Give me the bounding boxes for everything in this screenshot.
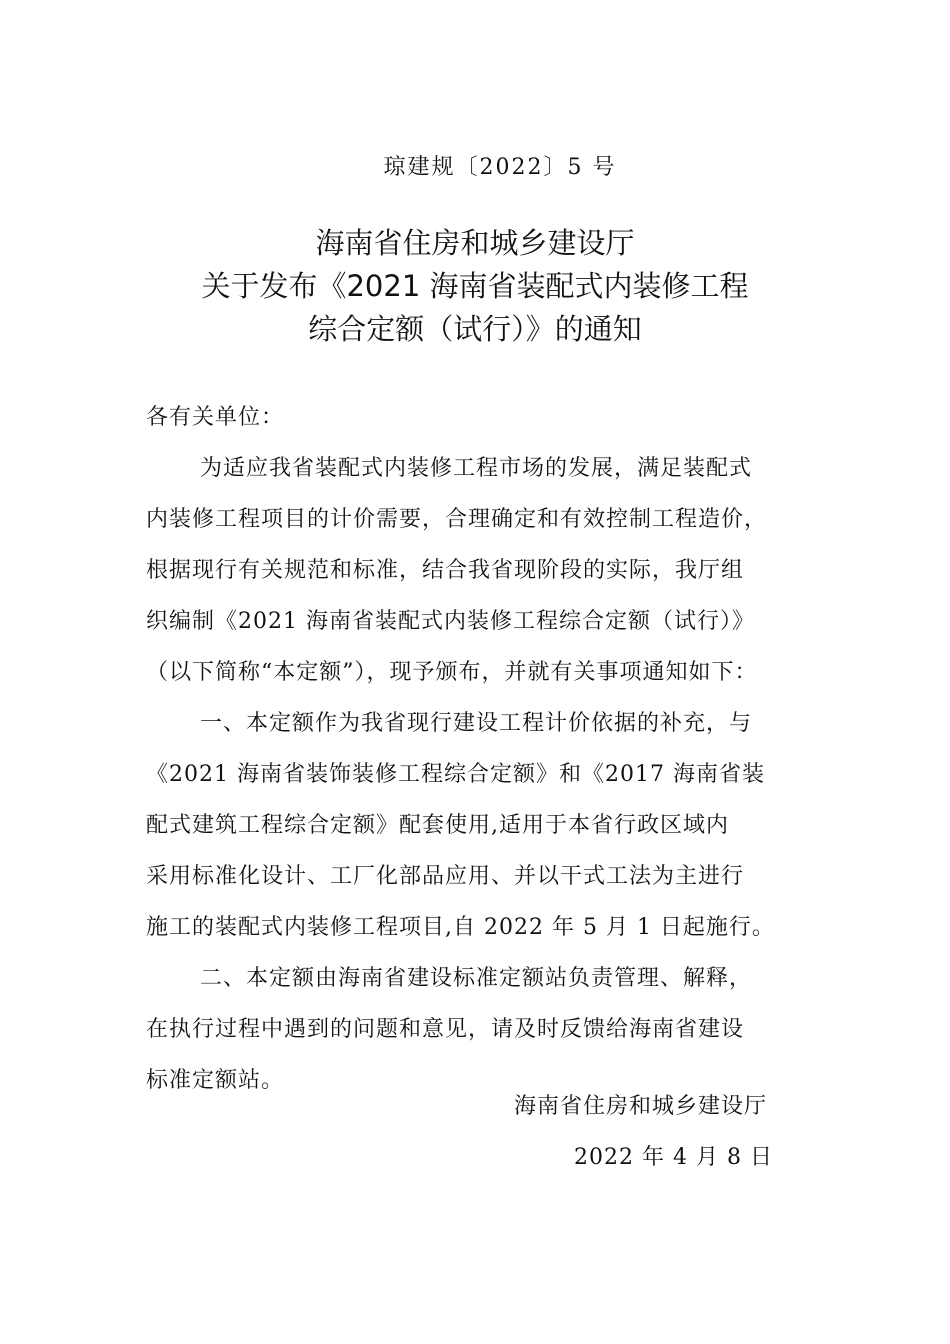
paragraph-3-line: 标准定额站。 xyxy=(146,1068,285,1093)
paragraph-2-line: 一、本定额作为我省现行建设工程计价依据的补充，与 xyxy=(200,711,753,736)
paragraph-2-line: 采用标准化设计、工厂化部品应用、并以干式工法为主进行 xyxy=(146,864,745,889)
paragraph-3-line: 二、本定额由海南省建设标准定额站负责管理、解释， xyxy=(200,966,753,991)
paragraph-2-line: 《2021 海南省装饰装修工程综合定额》和《2017 海南省装 xyxy=(146,762,765,787)
paragraph-2-line: 施工的装配式内装修工程项目,自 2022 年 5 月 1 日起施行。 xyxy=(146,915,775,940)
issue-date: 2022 年 4 月 8 日 xyxy=(574,1145,773,1170)
document-title xyxy=(0,222,950,351)
document-body xyxy=(146,392,816,1106)
paragraph-1-line: （以下简称“本定额”），现予颁布，并就有关事项通知如下： xyxy=(146,660,758,685)
paragraph-3-line: 在执行过程中遇到的问题和意见，请及时反馈给海南省建设 xyxy=(146,1017,745,1042)
document-number: 琼建规〔2022〕5 号 xyxy=(383,155,617,180)
paragraph-2-line: 配式建筑工程综合定额》配套使用,适用于本省行政区域内 xyxy=(146,813,729,838)
paragraph-1-line: 为适应我省装配式内装修工程市场的发展，满足装配式 xyxy=(200,456,753,481)
paragraph-1-line: 根据现行有关规范和标准，结合我省现阶段的实际，我厅组 xyxy=(146,558,745,583)
salutation: 各有关单位： xyxy=(146,405,285,430)
title-line-3: 综合定额（试行）》的通知 xyxy=(308,312,642,346)
paragraph-1-line: 内装修工程项目的计价需要，合理确定和有效控制工程造价， xyxy=(146,507,768,532)
paragraph-1-line: 织编制《2021 海南省装配式内装修工程综合定额（试行）》 xyxy=(146,609,755,634)
title-line-1: 海南省住房和城乡建设厅 xyxy=(315,226,635,260)
title-line-2: 关于发布《2021 海南省装配式内装修工程 xyxy=(201,269,749,303)
signature: 海南省住房和城乡建设厅 xyxy=(514,1094,768,1119)
